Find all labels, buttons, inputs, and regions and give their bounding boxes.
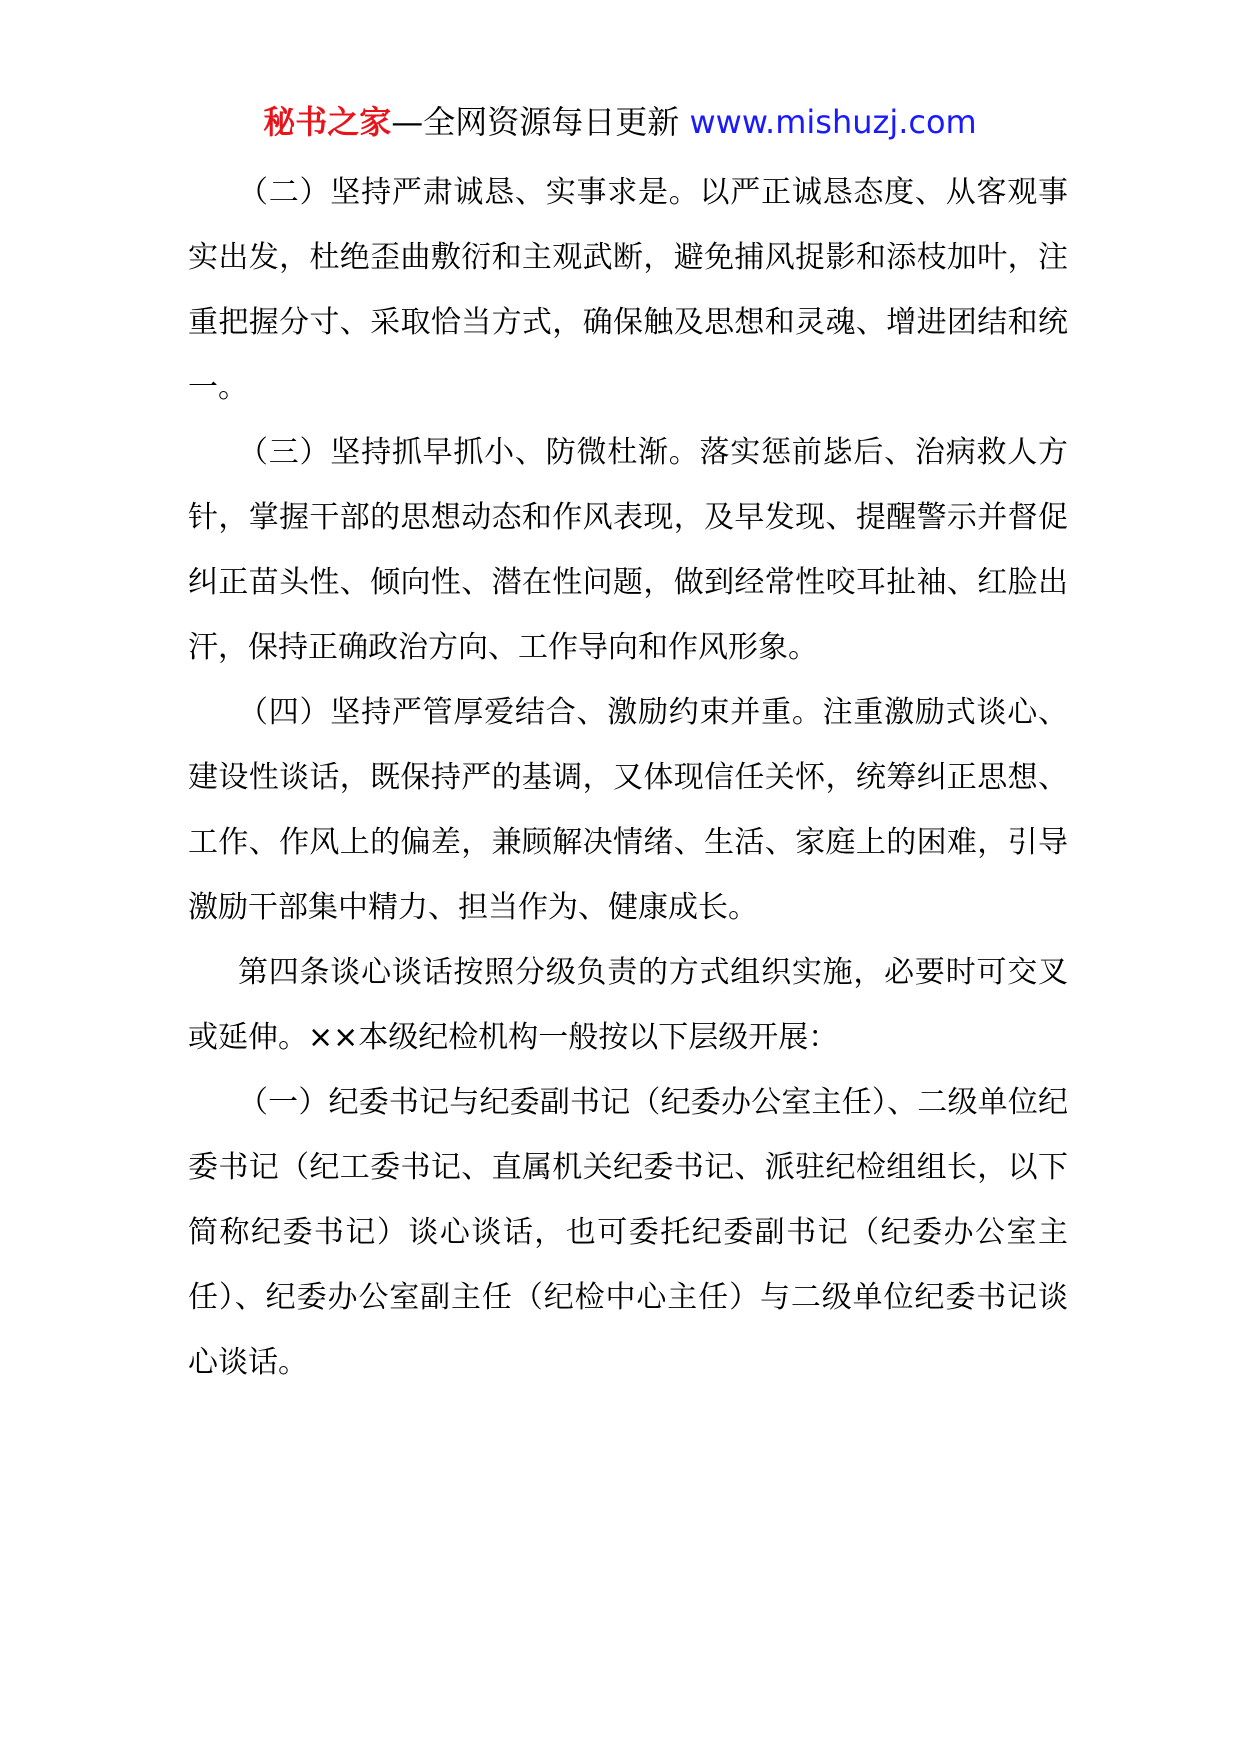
paragraph: （二）坚持严肃诚恳、实事求是。以严正诚恳态度、从客观事实出发，杜绝歪曲敷衍和主观武断，避免捕风捉影和添枝加叶，注重把握分寸、采取恰当方式，确保触及思想和灵魂、增进团结和统一。: [188, 175, 1068, 405]
site-header: [0, 100, 1240, 144]
paragraph: （一）纪委书记与纪委副书记（纪委办公室主任）、二级单位纪委书记（纪工委书记、直属机关纪委书记、派驻纪检组组长，以下简称纪委书记）谈心谈话，也可委托纪委副书记（纪委办公室主任）、纪委办公室副主任（纪检中心主任）与二级单位纪委书记谈心谈话。: [188, 1085, 1068, 1380]
site-tagline: —全网资源每日更新: [391, 103, 680, 141]
document-body: [188, 160, 1068, 1395]
site-brand: 秘书之家: [263, 103, 392, 141]
paragraph: （四）坚持严管厚爱结合、激励约束并重。注重激励式谈心、建设性谈话，既保持严的基调，又体现信任关怀，统筹纠正思想、工作、作风上的偏差，兼顾解决情绪、生活、家庭上的困难，引导激励干部集中精力、担当作为、健康成长。: [188, 695, 1068, 925]
paragraph: 第四条谈心谈话按照分级负责的方式组织实施，必要时可交叉或延伸。××本级纪检机构一般按以下层级开展：: [188, 955, 1068, 1055]
paragraph: （三）坚持抓早抓小、防微杜渐。落实惩前毖后、治病救人方针，掌握干部的思想动态和作风表现，及早发现、提醒警示并督促纠正苗头性、倾向性、潜在性问题，做到经常性咬耳扯袖、红脸出汗，保持正确政治方向、工作导向和作风形象。: [188, 435, 1068, 665]
site-url[interactable]: www.mishuzj.com: [689, 103, 977, 141]
